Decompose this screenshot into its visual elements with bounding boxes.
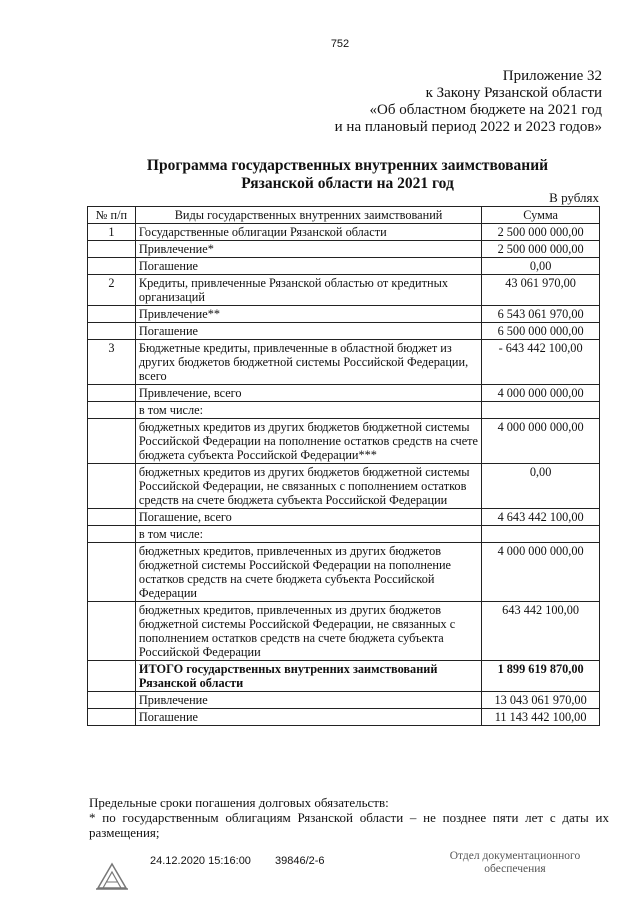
title-line-2: Рязанской области на 2021 год: [241, 175, 454, 192]
row-name: Привлечение*: [135, 241, 481, 258]
row-number: [88, 543, 136, 602]
row-number: [88, 602, 136, 661]
row-sum: 0,00: [482, 464, 600, 509]
row-name: Бюджетные кредиты, привлеченные в областной бюджет из других бюджетов бюджетной системы Российской Федерации, всего: [135, 340, 481, 385]
table-row: [88, 306, 600, 323]
appendix-line-3: «Об областном бюджете на 2021 год: [369, 102, 602, 118]
table-row: [88, 385, 600, 402]
footer-date: 24.12.2020 15:16:00: [150, 855, 251, 867]
table-row: [88, 509, 600, 526]
table-row: [88, 241, 600, 258]
row-number: [88, 258, 136, 275]
stamp-line-1: Отдел документационного: [449, 850, 581, 862]
table-header-row: [88, 207, 600, 224]
row-sum: 43 061 970,00: [482, 275, 600, 306]
row-name: Погашение: [135, 323, 481, 340]
row-name: бюджетных кредитов из других бюджетов бюджетной системы Российской Федерации, не связанных с пополнением остатков средств на счете бюджета субъекта Российской Федерации: [135, 464, 481, 509]
row-number: [88, 306, 136, 323]
table-row: [88, 224, 600, 241]
row-sum: 6 500 000 000,00: [482, 323, 600, 340]
row-number: 1: [88, 224, 136, 241]
row-number: 2: [88, 275, 136, 306]
appendix-line-2: к Закону Рязанской области: [425, 85, 602, 101]
row-sum: 6 543 061 970,00: [482, 306, 600, 323]
row-number: [88, 709, 136, 726]
row-sum: 11 143 442 100,00: [482, 709, 600, 726]
header-num: № п/п: [88, 207, 136, 224]
row-number: [88, 509, 136, 526]
appendix-line-1: Приложение 32: [502, 68, 602, 84]
page-number: 752: [330, 38, 350, 50]
table-row: [88, 402, 600, 419]
row-number: [88, 385, 136, 402]
units-label: В рублях: [549, 190, 599, 205]
row-name: Государственные облигации Рязанской области: [135, 224, 481, 241]
header-name: Виды государственных внутренних заимствований: [135, 207, 481, 224]
row-sum: 1 899 619 870,00: [482, 661, 600, 692]
row-number: [88, 661, 136, 692]
row-number: 3: [88, 340, 136, 385]
row-name: Кредиты, привлеченные Рязанской областью от кредитных организаций: [135, 275, 481, 306]
row-name: Погашение: [135, 709, 481, 726]
table-row: [88, 275, 600, 306]
table-row: [88, 258, 600, 275]
footer-code: 39846/2-6: [275, 855, 325, 867]
row-name: ИТОГО государственных внутренних заимствований Рязанской области: [135, 661, 481, 692]
row-name: Погашение: [135, 258, 481, 275]
table-row: [88, 323, 600, 340]
table-row: [88, 709, 600, 726]
row-sum: 4 000 000 000,00: [482, 385, 600, 402]
row-number: [88, 464, 136, 509]
row-sum: [482, 526, 600, 543]
row-name: бюджетных кредитов, привлеченных из других бюджетов бюджетной системы Российской Федерации на пополнение остатков средств на счете бюджета субъекта Российской Федерации: [135, 543, 481, 602]
row-number: [88, 692, 136, 709]
table-row: [88, 602, 600, 661]
row-sum: 2 500 000 000,00: [482, 241, 600, 258]
header-sum: Сумма: [482, 207, 600, 224]
row-name: в том числе:: [135, 402, 481, 419]
note-1: * по государственным облигациям Рязанской области – не позднее пяти лет с даты их размещения;: [89, 810, 609, 840]
row-sum: 4 000 000 000,00: [482, 543, 600, 602]
row-sum: 643 442 100,00: [482, 602, 600, 661]
row-name: Привлечение**: [135, 306, 481, 323]
row-name: бюджетных кредитов из других бюджетов бюджетной системы Российской Федерации на пополнение остатков средств на счете бюджета субъекта Российской Федерации***: [135, 419, 481, 464]
row-sum: 4 643 442 100,00: [482, 509, 600, 526]
document-title: [60, 157, 635, 193]
table-body: [88, 224, 600, 726]
notes-heading: Предельные сроки погашения долговых обязательств:: [89, 795, 389, 810]
stamp-line-2: обеспечения: [484, 863, 546, 875]
table-row: [88, 543, 600, 602]
table-row: [88, 419, 600, 464]
table-row: [88, 526, 600, 543]
row-name: бюджетных кредитов, привлеченных из других бюджетов бюджетной системы Российской Федерации, не связанных с пополнением остатков средств на счете бюджета субъекта Российской Федерации: [135, 602, 481, 661]
row-sum: 0,00: [482, 258, 600, 275]
appendix-line-4: и на плановый период 2022 и 2023 годов»: [334, 119, 602, 135]
row-number: [88, 402, 136, 419]
office-stamp: [430, 850, 600, 876]
appendix-header: [335, 68, 602, 136]
row-number: [88, 526, 136, 543]
row-number: [88, 241, 136, 258]
notes: [89, 795, 609, 840]
row-name: Привлечение: [135, 692, 481, 709]
title-line-1: Программа государственных внутренних заимствований: [146, 157, 549, 174]
row-number: [88, 419, 136, 464]
row-sum: - 643 442 100,00: [482, 340, 600, 385]
row-sum: 2 500 000 000,00: [482, 224, 600, 241]
row-number: [88, 323, 136, 340]
table-row: [88, 692, 600, 709]
row-name: Погашение, всего: [135, 509, 481, 526]
borrowing-program-table: [87, 206, 600, 726]
table-row: [88, 464, 600, 509]
row-sum: 4 000 000 000,00: [482, 419, 600, 464]
row-name: в том числе:: [135, 526, 481, 543]
table-row: [88, 661, 600, 692]
row-sum: 13 043 061 970,00: [482, 692, 600, 709]
table-row: [88, 340, 600, 385]
row-name: Привлечение, всего: [135, 385, 481, 402]
registry-logo-icon: [94, 858, 130, 892]
row-sum: [482, 402, 600, 419]
